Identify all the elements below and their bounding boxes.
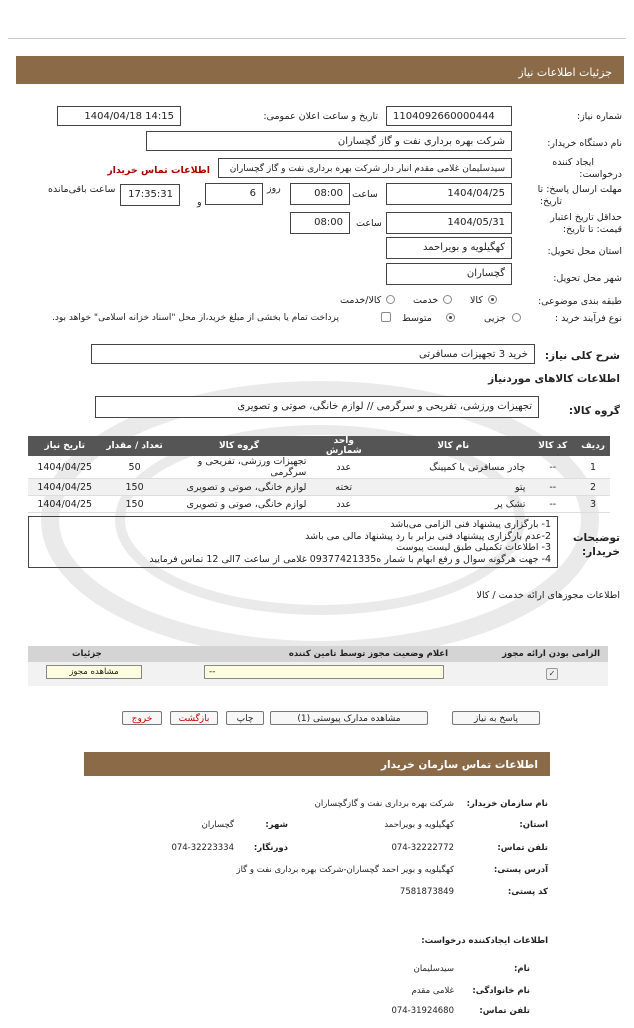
- cell-group: لوازم خانگی، صوتی و تصویری: [168, 496, 311, 513]
- deadline-label-2: تاریخ:: [539, 196, 562, 207]
- cell-row: 1: [576, 456, 610, 479]
- permits-header: [28, 646, 608, 662]
- view-permit-button[interactable]: مشاهده مجوز: [46, 665, 142, 679]
- contact-postal-value: 7581873849: [399, 887, 454, 897]
- notes-line: 2-عدم بارگزاری پیشنهاد فنی برابر با رد پیشنهاد مالی می باشد: [305, 530, 551, 542]
- group-label: گروه کالا:: [568, 405, 620, 417]
- creator-name-label: نام:: [513, 964, 530, 974]
- permits-col-status: اعلام وضعیت مجوز توسط تامین کننده: [288, 649, 448, 659]
- category-option-goods: کالا: [470, 295, 483, 306]
- contact-phone-label: تلفن تماس:: [497, 843, 548, 853]
- buyer-org-label: نام دستگاه خریدار:: [547, 138, 622, 149]
- permit-status-field: --: [204, 665, 444, 679]
- cell-unit: تخته: [310, 479, 377, 496]
- notes-box: [28, 516, 558, 568]
- contact-address-label: آدرس پستی:: [493, 865, 548, 875]
- creator-label-2: درخواست:: [579, 169, 622, 180]
- cell-qty: 50: [101, 456, 167, 479]
- deadline-time-field: 08:00: [290, 183, 350, 205]
- col-date: تاریخ نیاز: [28, 436, 101, 456]
- contact-fax-value: 074-32223334: [171, 843, 234, 853]
- city-label: شهر محل تحویل:: [553, 273, 622, 284]
- col-group: گروه کالا: [168, 436, 311, 456]
- view-documents-button[interactable]: مشاهده مدارک پیوستی (1): [270, 711, 428, 725]
- group-field: تجهیزات ورزشی، تفریحی و سرگرمی // لوازم خانگی، صوتی و تصویری: [95, 396, 539, 418]
- notes-line: 4- جهت هرگونه سوال و رفع ابهام با شمار ه09377421335 غلامی از ساعت 7الی 12 تماس فرمایید: [149, 553, 551, 565]
- cell-date: 1404/04/25: [28, 496, 101, 513]
- validity-label-2: قیمت: تا تاریخ:: [562, 224, 622, 235]
- cell-unit: عدد: [310, 456, 377, 479]
- col-row: ردیف: [576, 436, 610, 456]
- contact-org-value: شرکت بهره برداری نفت و گازگچساران: [314, 799, 454, 809]
- print-button[interactable]: چاپ: [226, 711, 264, 725]
- page-header: جزئیات اطلاعات نیاز: [16, 56, 624, 84]
- permit-required-checkbox: ✓: [546, 668, 558, 680]
- need-number-field: 1104092660000444: [386, 106, 512, 126]
- province-field: کهگیلویه و بویراحمد: [386, 237, 512, 259]
- treasury-payment-checkbox[interactable]: [381, 312, 391, 322]
- creator-info-title: اطلاعات ایجادکننده درخواست:: [421, 936, 548, 946]
- days-remaining-field: 6: [205, 183, 263, 205]
- category-radio-both[interactable]: [386, 295, 395, 304]
- city-field: گچساران: [386, 263, 512, 285]
- payment-note: پرداخت تمام یا بخشی از مبلغ خرید،از محل "اسناد خزانه اسلامی" خواهد بود.: [52, 313, 340, 323]
- top-divider: [8, 38, 626, 39]
- validity-date-field: 1404/05/31: [386, 212, 512, 234]
- exit-button[interactable]: خروج: [122, 711, 162, 725]
- announce-field: 1404/04/18 14:15: [57, 106, 181, 126]
- cell-code: --: [529, 479, 576, 496]
- permits-table: [28, 646, 608, 686]
- notes-label-2: خریدار:: [582, 546, 620, 558]
- contact-org-label: نام سازمان خریدار:: [466, 799, 548, 809]
- need-number-label: شماره نیاز:: [576, 111, 622, 122]
- items-table-header: [28, 436, 610, 456]
- creator-phone-value: 074-31924680: [391, 1006, 454, 1016]
- contact-city-label: شهر:: [265, 820, 288, 830]
- items-table: [28, 436, 610, 513]
- contact-fax-label: دورنگار:: [253, 843, 288, 853]
- validity-time-label: ساعت: [356, 218, 382, 229]
- category-label: طبقه بندی موضوعی:: [537, 296, 622, 307]
- contact-section-header: اطلاعات تماس سازمان خریدار: [84, 752, 550, 776]
- cell-unit: عدد: [310, 496, 377, 513]
- cell-qty: 150: [101, 496, 167, 513]
- contact-postal-label: کد پستی:: [507, 887, 548, 897]
- contact-phone-value: 074-32222772: [391, 843, 454, 853]
- category-radio-service[interactable]: [443, 295, 452, 304]
- creator-phone-label: تلفن تماس:: [479, 1006, 530, 1016]
- validity-label-1: حداقل تاریخ اعتبار: [550, 212, 622, 223]
- notes-label-1: توضیحات: [572, 532, 620, 544]
- items-title: اطلاعات کالاهای موردنیاز: [488, 373, 620, 385]
- process-option-minor: جزیی: [484, 313, 506, 324]
- creator-field: سیدسلیمان غلامی مقدم انبار دار شرکت بهره برداری نفت و گاز گچساران: [218, 158, 512, 178]
- cell-row: 2: [576, 479, 610, 496]
- cell-group: لوازم خانگی، صوتی و تصویری: [168, 479, 311, 496]
- permits-col-details: جزئیات: [72, 649, 102, 659]
- province-label: استان محل تحویل:: [547, 246, 622, 257]
- permits-title: اطلاعات مجوزهای ارائه خدمت / کالا: [476, 590, 620, 601]
- permits-col-required: الزامی بودن ارائه مجوز: [502, 649, 600, 659]
- deadline-date-field: 1404/04/25: [386, 183, 512, 205]
- back-button[interactable]: بازگشت: [170, 711, 218, 725]
- contact-address-value: کهگیلویه و بویر احمد گچساران-شرکت بهره برداری نفت و گاز: [236, 865, 454, 875]
- announce-label: تاریخ و ساعت اعلان عمومی:: [263, 111, 378, 122]
- buyer-org-field: شرکت بهره برداری نفت و گاز گچساران: [146, 131, 512, 151]
- cell-code: --: [529, 496, 576, 513]
- contact-city-value: گچساران: [201, 820, 234, 830]
- summary-label: شرح کلی نیاز:: [544, 350, 620, 362]
- cell-date: 1404/04/25: [28, 479, 101, 496]
- and-label: و: [197, 197, 202, 208]
- col-code: کد کالا: [529, 436, 576, 456]
- deadline-time-label: ساعت: [352, 189, 378, 200]
- buyer-contact-link[interactable]: اطلاعات تماس خریدار: [107, 165, 210, 176]
- remaining-label: ساعت باقی‌مانده: [48, 184, 116, 195]
- creator-family-value: غلامی مقدم: [411, 986, 454, 996]
- category-option-service: خدمت: [413, 295, 439, 306]
- table-row: [28, 479, 610, 496]
- notes-line: 3- اطلاعات تکمیلی طبق لیست پیوست: [396, 542, 551, 553]
- cell-code: --: [529, 456, 576, 479]
- cell-row: 3: [576, 496, 610, 513]
- col-name: نام کالا: [377, 436, 529, 456]
- summary-field: خرید 3 تجهیزات مسافرتی: [91, 344, 535, 364]
- category-option-both: کالا/خدمت: [340, 295, 382, 306]
- process-option-medium: متوسط: [402, 313, 432, 324]
- creator-name-value: سیدسلیمان: [413, 964, 454, 974]
- process-radio-minor[interactable]: [512, 313, 521, 322]
- col-qty: تعداد / مقدار: [101, 436, 167, 456]
- category-radio-goods[interactable]: [488, 295, 497, 304]
- cell-date: 1404/04/25: [28, 456, 101, 479]
- cell-name: چادر مسافرتی یا کمپینگ: [377, 456, 529, 479]
- process-label: نوع فرآیند خرید :: [554, 313, 622, 324]
- day-label: روز: [267, 183, 281, 194]
- col-unit: واحد شمارش: [310, 436, 377, 456]
- table-row: [28, 456, 610, 479]
- validity-time-field: 08:00: [290, 212, 350, 234]
- cell-name: تشک پر: [377, 496, 529, 513]
- contact-province-value: کهگیلویه و بویراحمد: [384, 820, 454, 830]
- cell-qty: 150: [101, 479, 167, 496]
- reply-button[interactable]: پاسخ به نیاز: [452, 711, 540, 725]
- cell-group: تجهیزات ورزشی، تفریحی و سرگرمی: [168, 456, 311, 479]
- creator-label-1: ایجاد کننده: [552, 157, 594, 168]
- remaining-time-field: 17:35:31: [120, 184, 180, 206]
- process-radio-medium[interactable]: [446, 313, 455, 322]
- creator-family-label: نام خانوادگی:: [472, 986, 530, 996]
- cell-name: پتو: [377, 479, 529, 496]
- notes-line: 1- بارگزاری پیشنهاد فنی الزامی می‌باشد: [390, 519, 551, 530]
- deadline-label-1: مهلت ارسال پاسخ: تا: [537, 184, 622, 195]
- table-row: [28, 496, 610, 513]
- contact-province-label: استان:: [519, 820, 548, 830]
